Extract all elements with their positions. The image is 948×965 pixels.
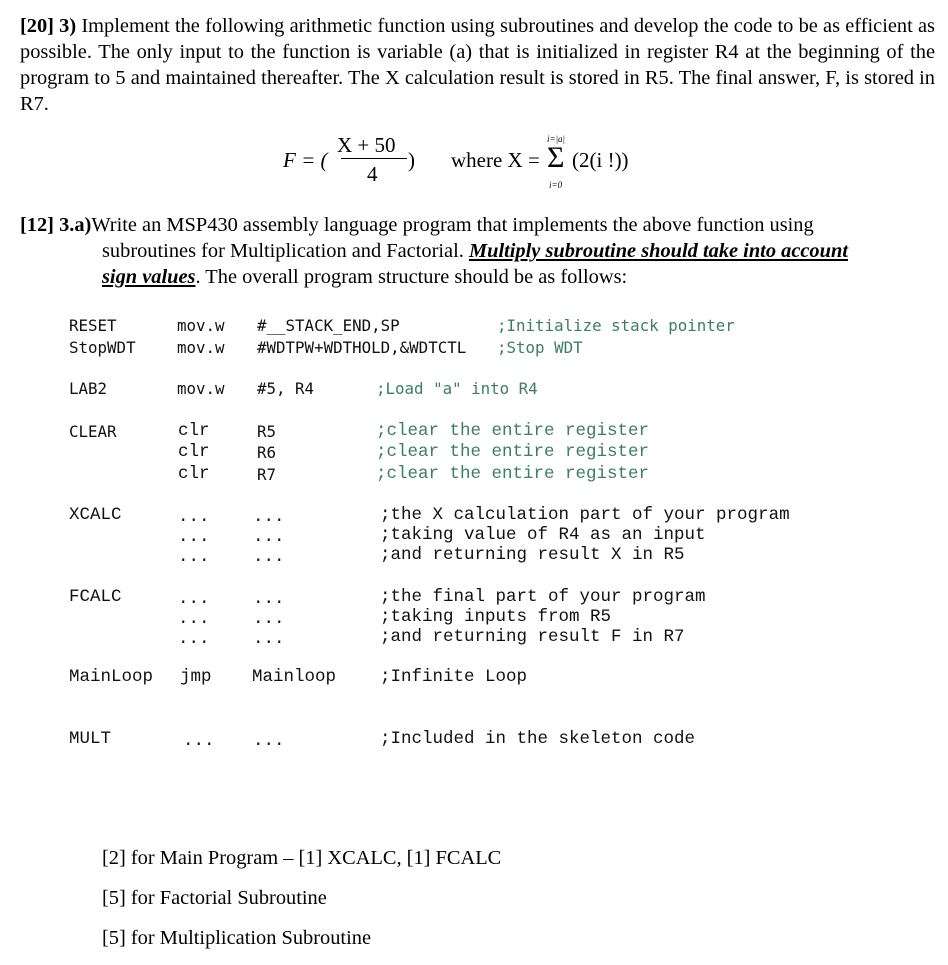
- code-arg: ...: [253, 507, 285, 527]
- question-3-text: [20, 13, 935, 117]
- code-op: ...: [183, 731, 215, 751]
- code-comment: ;taking value of R4 as an input: [380, 525, 706, 545]
- code-op: clr: [178, 421, 210, 441]
- code-arg: #WDTPW+WDTHOLD,&WDTCTL: [257, 338, 467, 357]
- code-arg: R5: [257, 422, 277, 441]
- code-op: clr: [178, 464, 210, 484]
- code-comment: ;and returning result F in R7: [380, 627, 685, 647]
- grading-item: [2] for Main Program – [1] XCALC, [1] FCALC: [102, 847, 502, 869]
- part-a-line3: . The overall program structure should be as follows:: [195, 266, 628, 288]
- question-body: Implement the following arithmetic function using subroutines and develop the code to be as efficient as possible. The only input to the function is variable (a) that is initialized in register R4 at the beginning of the program to 5 and maintained thereafter. The X calculation result is stored in R5. The final answer, F, is stored in R7.: [20, 15, 935, 115]
- code-arg: #__STACK_END,SP: [257, 316, 400, 335]
- grading-item: [5] for Multiplication Subroutine: [102, 927, 372, 949]
- code-op: clr: [178, 442, 210, 462]
- code-arg: #5, R4: [257, 379, 315, 398]
- code-comment: ;the final part of your program: [380, 587, 706, 607]
- code-op: ...: [178, 507, 210, 527]
- sign-requirement: Multiply subroutine should take into account: [468, 240, 848, 262]
- fraction-bar: [341, 158, 407, 159]
- code-label: MULT: [69, 729, 112, 749]
- code-op: ...: [178, 589, 210, 609]
- formula-upper-limit: i=|a|: [547, 134, 566, 144]
- code-comment: ;Load "a" into R4: [376, 379, 538, 398]
- part-a-text: [20, 212, 930, 290]
- code-comment: ;Stop WDT: [497, 338, 583, 357]
- code-arg: ...: [253, 527, 285, 547]
- code-op: jmp: [180, 667, 212, 687]
- code-label: FCALC: [69, 587, 122, 607]
- formula-denominator: 4: [367, 162, 378, 186]
- code-op: ...: [178, 609, 210, 629]
- code-comment: ;clear the entire register: [376, 464, 650, 484]
- formula-f-lhs: F = (: [283, 148, 328, 172]
- grading-item: [5] for Factorial Subroutine: [102, 887, 327, 909]
- code-arg: ...: [253, 547, 285, 567]
- code-op: mov.w: [177, 379, 225, 398]
- sigma-symbol: Σ: [547, 141, 565, 174]
- code-arg: R7: [257, 465, 277, 484]
- code-label: LAB2: [69, 379, 108, 398]
- code-arg: Mainloop: [252, 667, 337, 687]
- code-comment: ;the X calculation part of your program: [380, 505, 790, 525]
- code-label: MainLoop: [69, 667, 154, 687]
- code-arg: ...: [253, 731, 285, 751]
- code-op: mov.w: [177, 338, 225, 357]
- code-label: StopWDT: [69, 338, 136, 357]
- part-a-line1: Write an MSP430 assembly language program that implements the above function using: [91, 214, 814, 236]
- grading-breakdown: [102, 845, 501, 965]
- code-op: mov.w: [177, 316, 225, 335]
- code-comment: ;clear the entire register: [376, 421, 650, 441]
- formula-where: where X =: [451, 148, 540, 172]
- code-label: CLEAR: [69, 422, 117, 441]
- question-number: [20] 3): [20, 15, 77, 37]
- code-comment: ;clear the entire register: [376, 442, 650, 462]
- code-arg: ...: [253, 629, 285, 649]
- code-label: RESET: [69, 316, 117, 335]
- formula: [283, 128, 703, 196]
- code-comment: ;Infinite Loop: [380, 667, 528, 687]
- part-a-number: [12] 3.a): [20, 214, 92, 236]
- code-label: XCALC: [69, 505, 122, 525]
- formula-lower-limit: i=0: [549, 180, 563, 190]
- code-comment: ;taking inputs from R5: [380, 607, 612, 627]
- code-arg: ...: [253, 609, 285, 629]
- code-op: ...: [178, 629, 210, 649]
- code-op: ...: [178, 527, 210, 547]
- formula-summand: (2(i !)): [572, 148, 629, 172]
- sign-values: sign values: [102, 266, 196, 288]
- code-arg: ...: [253, 589, 285, 609]
- formula-numerator: X + 50: [337, 133, 396, 157]
- code-comment: ;and returning result X in R5: [380, 545, 685, 565]
- code-op: ...: [178, 547, 210, 567]
- code-arg: R6: [257, 443, 277, 462]
- code-comment: ;Included in the skeleton code: [380, 729, 696, 749]
- code-comment: ;Initialize stack pointer: [497, 316, 735, 335]
- formula-close: ): [408, 148, 415, 172]
- part-a-line2: subroutines for Multiplication and Factorial.: [102, 240, 469, 262]
